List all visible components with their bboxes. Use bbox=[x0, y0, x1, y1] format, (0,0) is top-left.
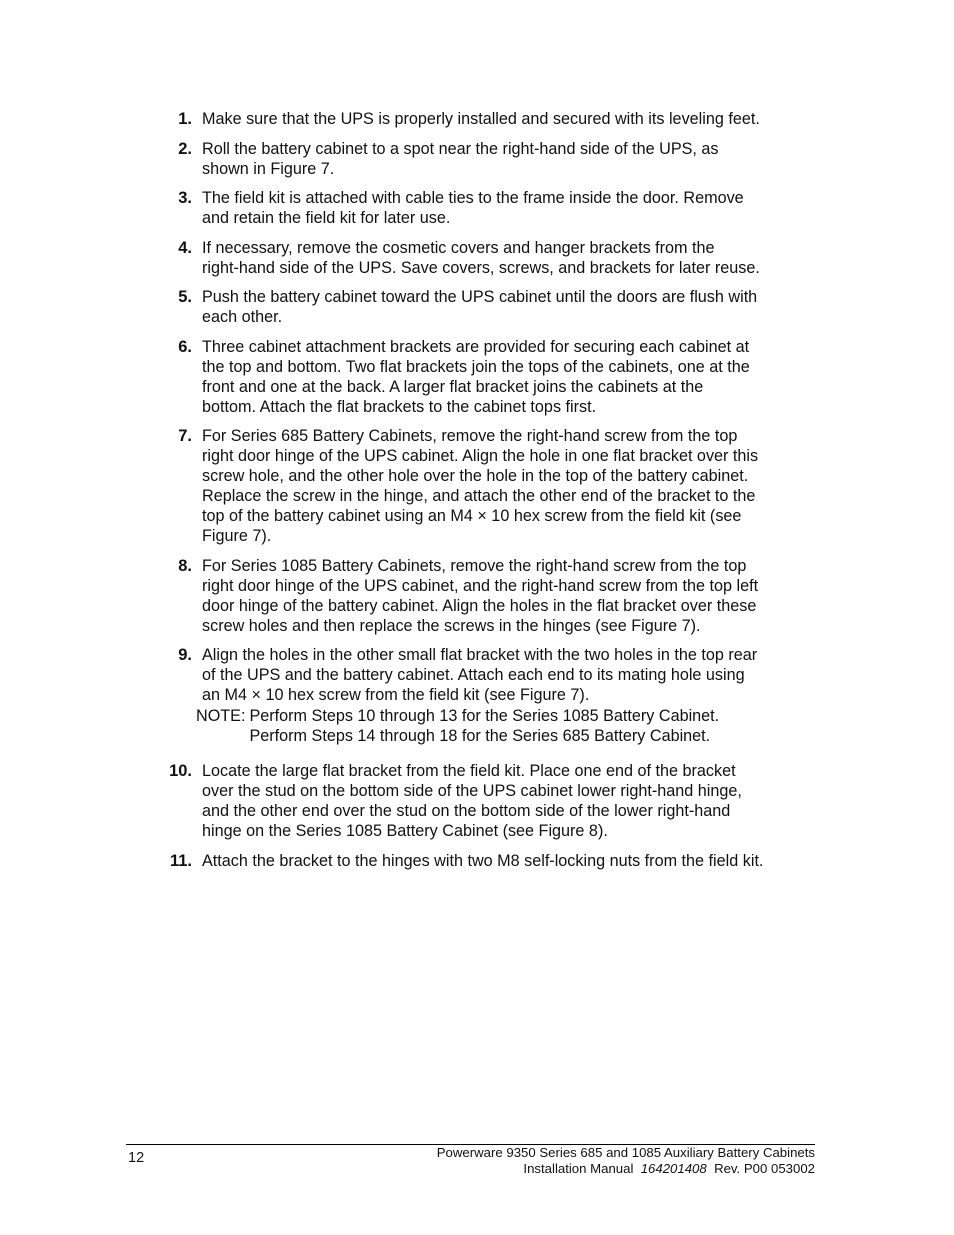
part-number: 164201408 bbox=[640, 1161, 707, 1176]
list-item bbox=[162, 188, 822, 228]
step-text: For Series 1085 Battery Cabinets, remove the right-hand screw from the top right door hinge of the UPS cabinet, and the right-hand screw from the top left door hinge of the battery cabinet. Align the holes in the flat bracket over these screw holes and then replace the screws in the hinges (see Figure 7). bbox=[202, 556, 759, 635]
instruction-list bbox=[162, 109, 822, 880]
list-item bbox=[162, 556, 822, 636]
step-text: If necessary, remove the cosmetic covers and hanger brackets from the right-hand side of the UPS. Save covers, screws, and brackets for later reuse. bbox=[202, 238, 760, 277]
step-text: Three cabinet attachment brackets are provided for securing each cabinet at the top and bottom. Two flat brackets join the tops of the cabinets, one at the front and one at the back. A larger flat bracket joins the cabinets at the bottom. Attach the flat brackets to the cabinet tops first. bbox=[202, 337, 750, 416]
note bbox=[196, 707, 822, 746]
step-number: 2. bbox=[178, 139, 192, 158]
step-number: 3. bbox=[178, 189, 192, 207]
step-number: 11. bbox=[169, 851, 192, 870]
note-label: NOTE: bbox=[196, 707, 246, 725]
list-item bbox=[162, 109, 822, 129]
list-item bbox=[162, 645, 822, 705]
list-item bbox=[162, 337, 822, 417]
list-item bbox=[162, 851, 822, 871]
step-number: 9. bbox=[178, 646, 192, 664]
step-number: 6. bbox=[178, 337, 192, 356]
step-number: 5. bbox=[178, 288, 192, 306]
page-number: 12 bbox=[128, 1150, 145, 1166]
list-item bbox=[162, 761, 822, 841]
list-item bbox=[162, 426, 822, 546]
step-text: Make sure that the UPS is properly installed and secured with its leveling feet. bbox=[202, 110, 760, 128]
step-text: Locate the large flat bracket from the field kit. Place one end of the bracket over the stud on the bottom side of the UPS cabinet lower right-hand hinge, and the other end over the stud on the bottom side of the lower right-hand hinge on the Series 1085 Battery Cabinet (see Figure 8). bbox=[202, 762, 742, 840]
step-text: Push the battery cabinet toward the UPS cabinet until the doors are flush with each other. bbox=[202, 288, 758, 326]
step-text: For Series 685 Battery Cabinets, remove the right-hand screw from the top right door hinge of the UPS cabinet. Align the hole in one flat bracket over this screw hole, and the other hole over the hole in the top of the battery cabinet. Replace the screw in the hinge, and attach the other end of the bracket to the top of the battery cabinet using an M4 × 10 hex screw from the field kit (see Figure 7). bbox=[202, 427, 759, 545]
note-text: Perform Steps 10 through 13 for the Series 1085 Battery Cabinet. Perform Steps 14 through 18 for the Series 685 Battery Cabinet. bbox=[249, 707, 720, 745]
step-number: 8. bbox=[178, 556, 192, 575]
step-text: Attach the bracket to the hinges with two M8 self-locking nuts from the field kit. bbox=[202, 851, 764, 870]
list-item bbox=[162, 139, 822, 179]
step-number: 1. bbox=[178, 110, 192, 128]
manual-label: Installation Manual bbox=[523, 1161, 634, 1176]
document-title: Powerware 9350 Series 685 and 1085 Auxiliary Battery Cabinets bbox=[436, 1145, 815, 1160]
revision: Rev. P00 053002 bbox=[714, 1161, 815, 1176]
step-number: 10. bbox=[169, 762, 192, 780]
list-item bbox=[162, 238, 822, 278]
step-number: 7. bbox=[178, 427, 192, 445]
step-text: The field kit is attached with cable ties to the frame inside the door. Remove and retain the field kit for later use. bbox=[202, 189, 744, 227]
list-item bbox=[162, 287, 822, 327]
step-text: Roll the battery cabinet to a spot near the right-hand side of the UPS, as shown in Figure 7. bbox=[202, 139, 719, 178]
footer-info bbox=[437, 1145, 815, 1177]
step-number: 4. bbox=[178, 238, 192, 257]
step-text: Align the holes in the other small flat bracket with the two holes in the top rear of the UPS and the battery cabinet. Attach each end to its mating hole using an M4 × 10 hex screw from the field kit (see Figure 7). bbox=[202, 646, 758, 704]
manual-line bbox=[437, 1161, 815, 1177]
